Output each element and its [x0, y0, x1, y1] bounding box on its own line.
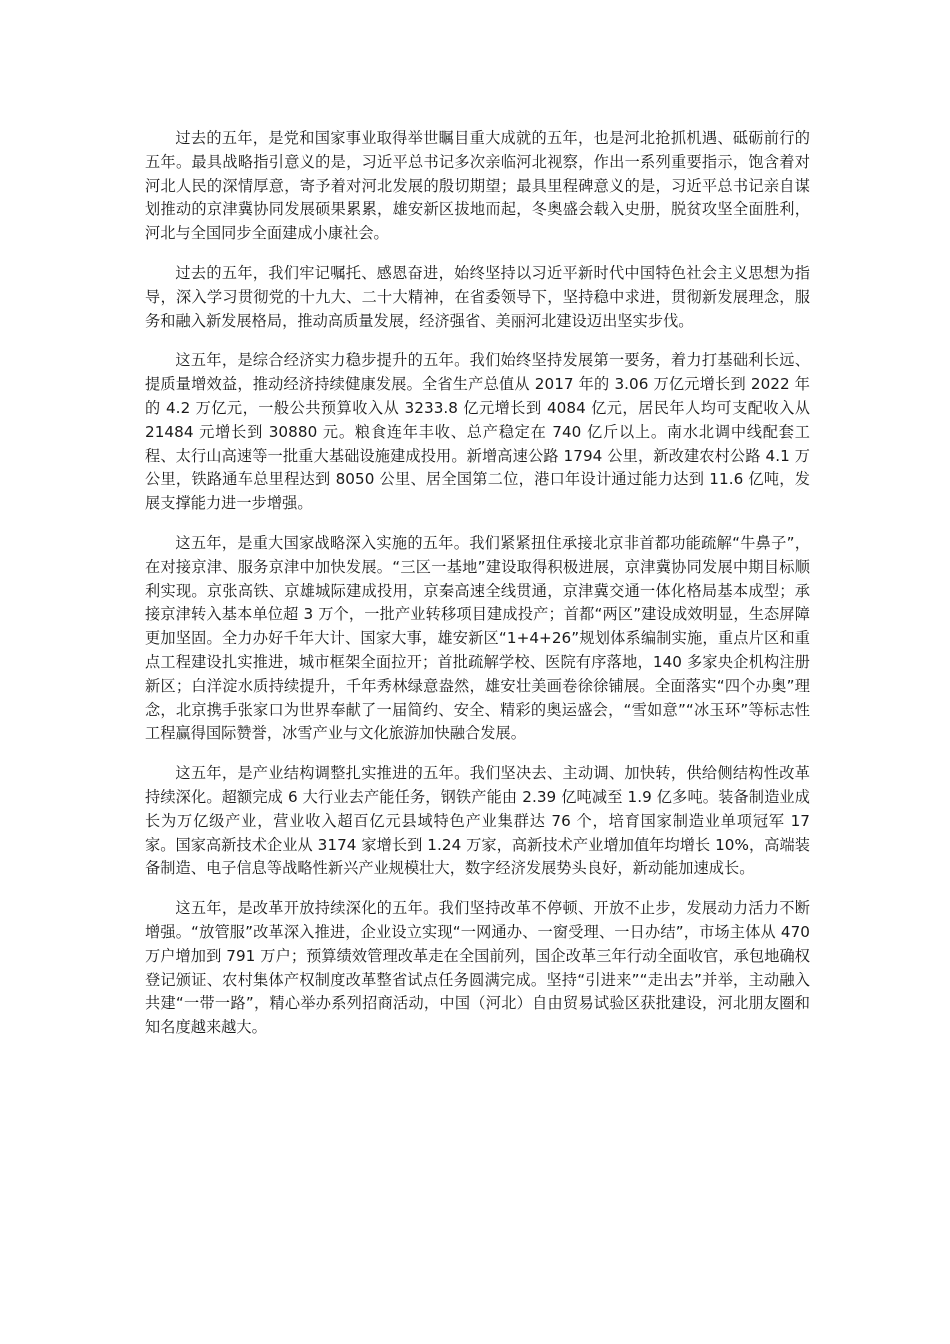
paragraph-5: 这五年，是产业结构调整扎实推进的五年。我们坚决去、主动调、加快转，供给侧结构性改革持续深化。超额完成 6 大行业去产能任务，钢铁产能由 2.39 亿吨减至 1.9 亿多吨。装备制造业成长为万亿级产业，营业收入超百亿元县域特色产业集群达 76 个，培育国家制造业单项冠军 17 家。国家高新技术企业从 3174 家增长到 1.24 万家，高新技术产业增加值年均增长 10%，高端装备制造、电子信息等战略性新兴产业规模壮大，数字经济发展势头良好，新动能加速成长。 — [145, 764, 810, 878]
document-body — [145, 127, 810, 1056]
paragraph-6: 这五年，是改革开放持续深化的五年。我们坚持改革不停顿、开放不止步，发展动力活力不断增强。“放管服”改革深入推进，企业设立实现“一网通办、一窗受理、一日办结”，市场主体从 470 万户增加到 791 万户；预算绩效管理改革走在全国前列，国企改革三年行动全面收官，承包地确权登记颁证、农村集体产权制度改革整省试点任务圆满完成。坚持“引进来”“走出去”并举，主动融入共建“一带一路”，精心举办系列招商活动，中国（河北）自由贸易试验区获批建设，河北朋友圈和知名度越来越大。 — [145, 899, 810, 1037]
paragraph-4: 这五年，是重大国家战略深入实施的五年。我们紧紧扭住承接北京非首都功能疏解“牛鼻子”，在对接京津、服务京津中加快发展。“三区一基地”建设取得积极进展，京津冀协同发展中期目标顺利实现。京张高铁、京雄城际建成投用，京秦高速全线贯通，京津冀交通一体化格局基本成型；承接京津转入基本单位超 3 万个，一批产业转移项目建成投产；首都“两区”建设成效明显，生态屏障更加坚固。全力办好千年大计、国家大事，雄安新区“1+4+26”规划体系编制实施，重点片区和重点工程建设扎实推进，城市框架全面拉开；首批疏解学校、医院有序落地，140 多家央企机构注册新区；白洋淀水质持续提升，千年秀林绿意盎然，雄安壮美画卷徐徐铺展。全面落实“四个办奥”理念，北京携手张家口为世界奉献了一届简约、安全、精彩的奥运盛会，“雪如意”“冰玉环”等标志性工程赢得国际赞誉，冰雪产业与文化旅游加快融合发展。 — [145, 533, 810, 743]
paragraph-3: 这五年，是综合经济实力稳步提升的五年。我们始终坚持发展第一要务，着力打基础利长远、提质量增效益，推动经济持续健康发展。全省生产总值从 2017 年的 3.06 万亿元增长到 2022 年的 4.2 万亿元，一般公共预算收入从 3233.8 亿元增长到 4084 亿元，居民年人均可支配收入从 21484 元增长到 30880 元。粮食连年丰收、总产稳定在 740 亿斤以上。南水北调中线配套工程、太行山高速等一批重大基础设施建成投用。新增高速公路 1794 公里，新改建农村公路 4.1 万公里，铁路通车总里程达到 8050 公里、居全国第二位，港口年设计通过能力达到 11.6 亿吨，发展支撑能力进一步增强。 — [145, 351, 810, 513]
paragraph-1: 过去的五年，是党和国家事业取得举世瞩目重大成就的五年，也是河北抢抓机遇、砥砺前行的五年。最具战略指引意义的是，习近平总书记多次亲临河北视察，作出一系列重要指示，饱含着对河北人民的深情厚意，寄予着对河北发展的殷切期望；最具里程碑意义的是，习近平总书记亲自谋划推动的京津冀协同发展硕果累累，雄安新区拔地而起，冬奥盛会载入史册，脱贫攻坚全面胜利，河北与全国同步全面建成小康社会。 — [145, 129, 810, 243]
paragraph-2: 过去的五年，我们牢记嘱托、感恩奋进，始终坚持以习近平新时代中国特色社会主义思想为指导，深入学习贯彻党的十九大、二十大精神，在省委领导下，坚持稳中求进，贯彻新发展理念，服务和融入新发展格局，推动高质量发展，经济强省、美丽河北建设迈出坚实步伐。 — [145, 263, 810, 330]
